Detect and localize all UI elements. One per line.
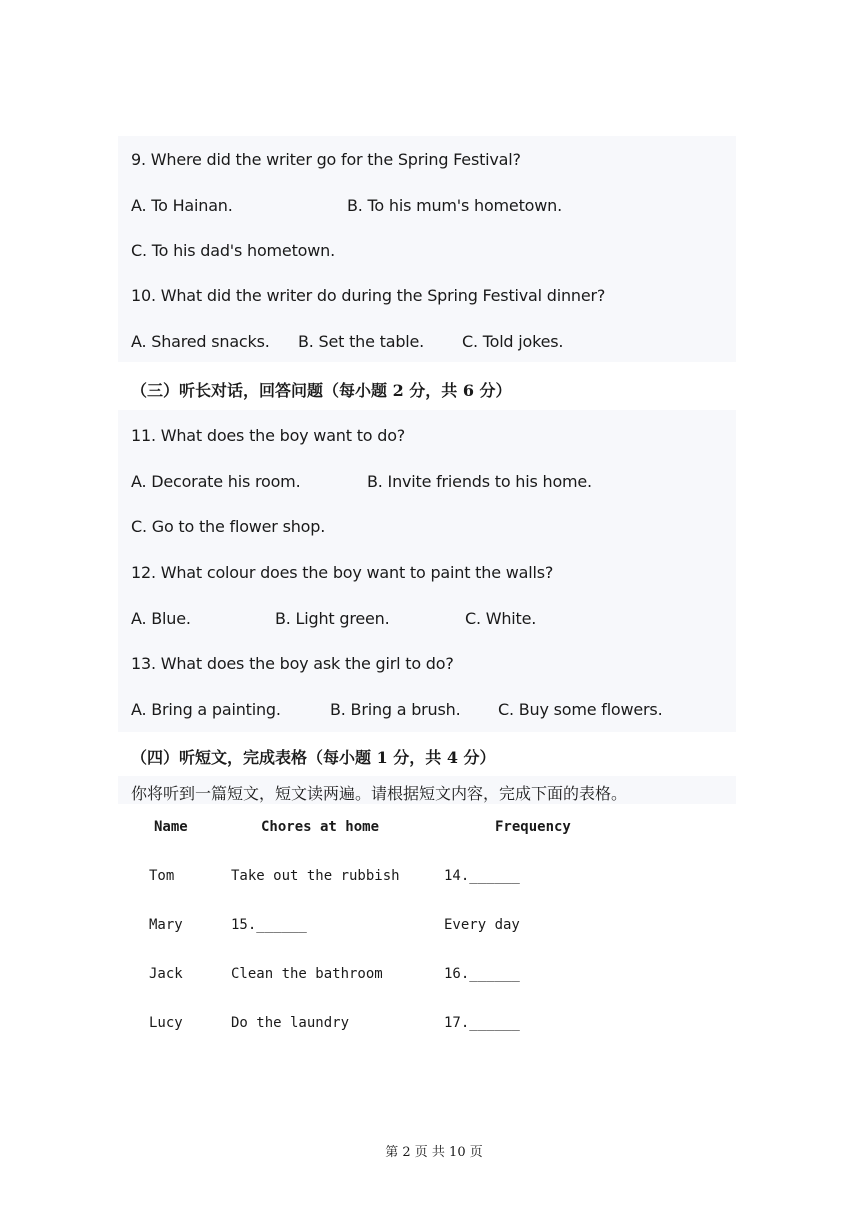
table-cell-name: Tom	[149, 868, 175, 884]
q11-option-c: C. Go to the flower shop.	[131, 517, 326, 536]
q9-option-a: A. To Hainan.	[131, 196, 233, 215]
table-cell-chore: Take out the rubbish	[231, 868, 400, 884]
q11-option-a: A. Decorate his room.	[131, 472, 301, 491]
section-3-heading: （三）听长对话，回答问题（每小题 2 分，共 6 分）	[131, 381, 512, 400]
table-cell-name: Lucy	[149, 1015, 183, 1031]
q13-option-a: A. Bring a painting.	[131, 700, 281, 719]
question-13: 13. What does the boy ask the girl to do?	[131, 654, 454, 673]
table-cell-name: Mary	[149, 917, 183, 933]
question-11: 11. What does the boy want to do?	[131, 426, 406, 445]
table-cell-frequency: 16.______	[444, 966, 520, 982]
q11-option-b: B. Invite friends to his home.	[367, 472, 592, 491]
table-header-chores: Chores at home	[261, 819, 380, 835]
table-header-frequency: Frequency	[495, 819, 571, 835]
q13-option-b: B. Bring a brush.	[330, 700, 461, 719]
table-cell-chore: Do the laundry	[231, 1015, 350, 1031]
section-4-heading: （四）听短文，完成表格（每小题 1 分，共 4 分）	[131, 748, 496, 767]
q12-option-b: B. Light green.	[275, 609, 390, 628]
table-cell-chore: 15.______	[231, 917, 307, 933]
section-4-instruction: 你将听到一篇短文，短文读两遍。请根据短文内容，完成下面的表格。	[131, 784, 628, 803]
q12-option-a: A. Blue.	[131, 609, 191, 628]
table-cell-chore: Clean the bathroom	[231, 966, 383, 982]
table-cell-frequency: 14.______	[444, 868, 520, 884]
table-cell-frequency: 17.______	[444, 1015, 520, 1031]
q10-option-c: C. Told jokes.	[462, 332, 564, 351]
q10-option-a: A. Shared snacks.	[131, 332, 270, 351]
table-header-name: Name	[154, 819, 188, 835]
table-cell-frequency: Every day	[444, 917, 520, 933]
q9-option-c: C. To his dad's hometown.	[131, 241, 335, 260]
page-number-footer: 第 2 页 共 10 页	[385, 1145, 483, 1160]
question-10: 10. What did the writer do during the Spring Festival dinner?	[131, 286, 606, 305]
question-12: 12. What colour does the boy want to paint the walls?	[131, 563, 554, 582]
q10-option-b: B. Set the table.	[298, 332, 425, 351]
q9-option-b: B. To his mum's hometown.	[347, 196, 562, 215]
q12-option-c: C. White.	[465, 609, 537, 628]
table-cell-name: Jack	[149, 966, 183, 982]
q13-option-c: C. Buy some flowers.	[498, 700, 663, 719]
question-9: 9. Where did the writer go for the Spring Festival?	[131, 150, 521, 169]
